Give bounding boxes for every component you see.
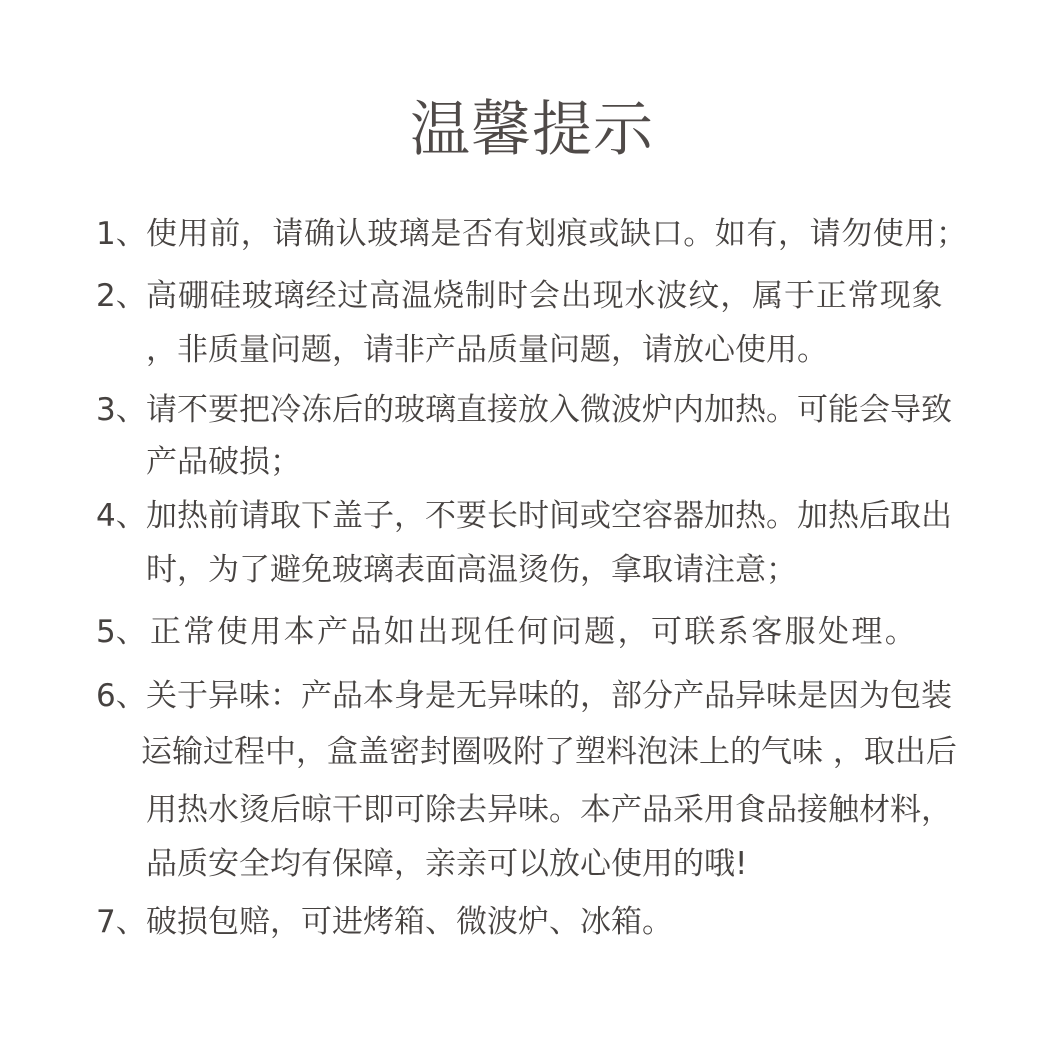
item-7-number: 7、 [96, 904, 147, 940]
item-3-line-2: 产品破损； [146, 444, 301, 480]
item-3-number: 3、 [96, 392, 147, 428]
item-5-line-1: 正常使用本产品如出现任何问题，可联系客服处理。 [150, 614, 919, 650]
page-title: 温馨提示 [410, 95, 654, 165]
item-4-line-1: 加热前请取下盖子，不要长时间或空容器加热。加热后取出 [146, 498, 952, 534]
item-2-line-2: ，非质量问题，请非产品质量问题，请放心使用。 [146, 332, 828, 368]
item-2-number: 2、 [96, 278, 147, 314]
item-6-line-4: 品质安全均有保障，亲亲可以放心使用的哦! [146, 846, 748, 882]
item-6-line-1: 关于异味：产品本身是无异味的，部分产品异味是因为包装 [146, 678, 952, 714]
item-6-line-3: 用热水烫后晾干即可除去异味。本产品采用食品接触材料， [146, 792, 952, 828]
item-6-line-2: 运输过程中，盒盖密封圈吸附了塑料泡沫上的气味 ，取出后 [141, 734, 957, 770]
item-3-line-1: 请不要把冷冻后的玻璃直接放入微波炉内加热。可能会导致 [146, 392, 952, 428]
item-6-number: 6、 [96, 678, 147, 714]
item-4-number: 4、 [96, 498, 147, 534]
item-5-number: 5、 [96, 614, 147, 650]
item-2-line-1: 高硼硅玻璃经过高温烧制时会出现水波纹，属于正常现象 [146, 278, 944, 314]
item-1-number: 1、 [96, 216, 147, 252]
item-4-line-2: 时，为了避免玻璃表面高温烫伤，拿取请注意； [146, 552, 797, 588]
item-1-line-1: 使用前，请确认玻璃是否有划痕或缺口。如有，请勿使用； [146, 216, 968, 252]
item-7-line-1: 破损包赔，可进烤箱、微波炉、冰箱。 [146, 904, 673, 940]
